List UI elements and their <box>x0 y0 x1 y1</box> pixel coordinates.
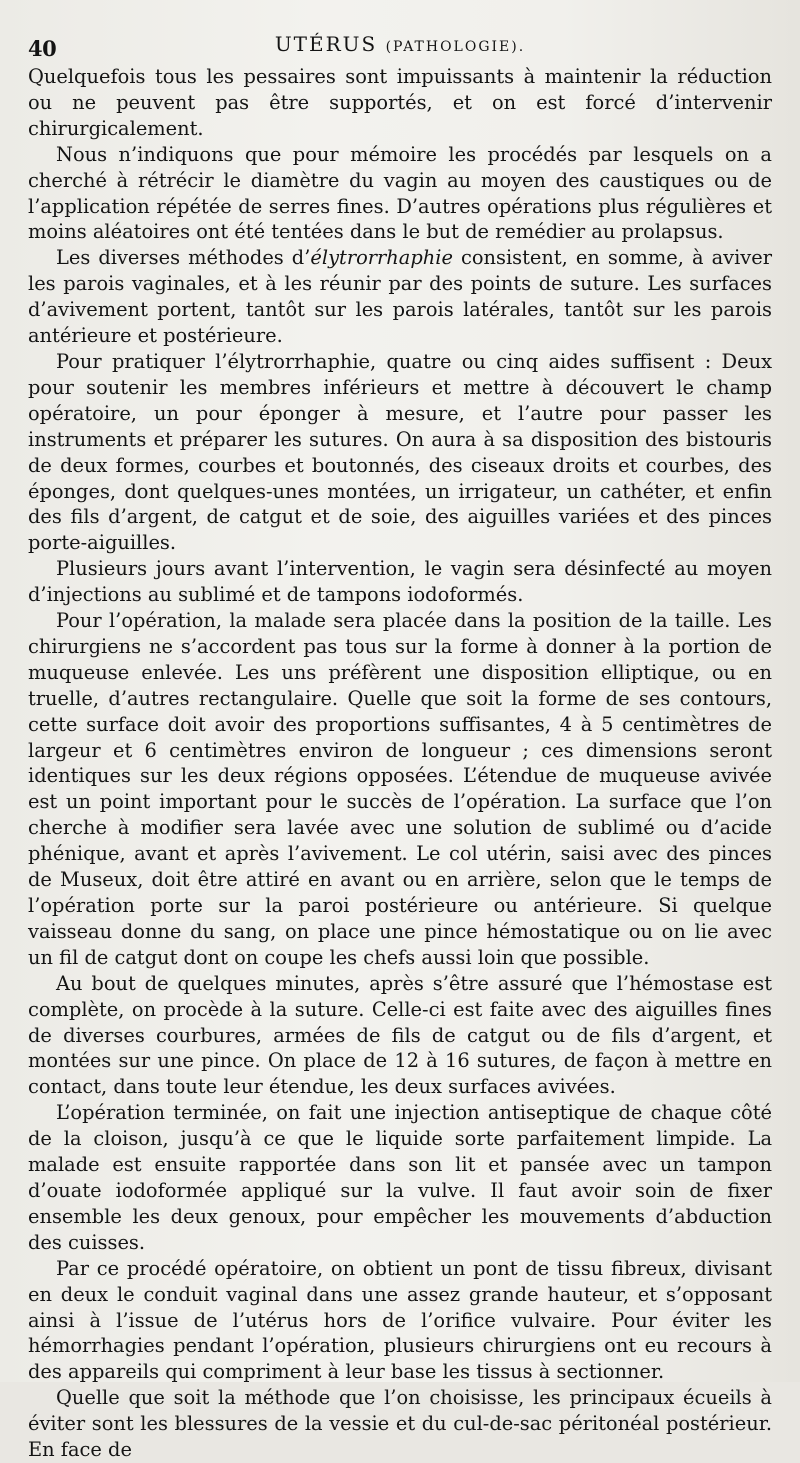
paragraph: Au bout de quelques minutes, après s’être assuré que l’hémostase est complète, on procède à la suture. Celle-ci est faite avec des aiguilles fines de diverses courbures, armées de fils de catgut ou de fils d’argent, et montées sur une pince. On place de 12 à 16 sutures, de façon à mettre en contact, dans toute leur étendue, les deux surfaces avivées. <box>28 971 772 1099</box>
body-text <box>28 64 772 1463</box>
paragraph: L’opération terminée, on fait une injection antiseptique de chaque côté de la cloison, jusqu’à ce que le liquide sorte parfaitement limpide. La malade est ensuite rapportée dans son lit et pansée avec un tampon d’ouate iodoformée appliqué sur la vulve. Il faut avoir soin de fixer ensemble les deux genoux, pour empêcher les mouvements d’abduction des cuisses. <box>28 1101 772 1254</box>
italic-term: élytrorrhaphie <box>310 246 453 270</box>
paragraph: Pour l’opération, la malade sera placée dans la position de la taille. Les chirurgiens ne s’accordent pas tous sur la forme à donner à la portion de muqueuse enlevée. Les uns préfèrent une disposition elliptique, ou en truelle, d’autres rectangulaire. Quelle que soit la forme de ses contours, cette surface doit avoir des proportions suffisantes, 4 à 5 centimètres de largeur et 6 centimètres environ de longueur ; ces dimensions seront identiques sur les deux régions opposées. L’étendue de muqueuse avivée est un point important pour le succès de l’opération. La surface que l’on cherche à modifier sera lavée avec une solution de sublimé ou d’acide phénique, avant et après l’avivement. Le col utérin, saisi avec des pinces de Museux, doit être attiré en avant ou en arrière, selon que le temps de l’opération porte sur la paroi postérieure ou antérieure. Si quelque vaisseau donne du sang, on place une pince hémostatique ou on lie avec un fil de catgut dont on coupe les chefs aussi loin que possible. <box>28 609 772 969</box>
paragraph: Quelquefois tous les pessaires sont impuissants à maintenir la réduction ou ne peuvent pas être supportés, et on est forcé d’intervenir chirurgicalement. <box>28 65 772 140</box>
paragraph: Nous n’indiquons que pour mémoire les procédés par lesquels on a cherché à rétrécir le diamètre du vagin au moyen des caustiques ou de l’application répétée de serres fines. D’autres opérations plus régulières et moins aléatoires ont été tentées dans le but de remédier au prolapsus. <box>28 142 772 244</box>
paragraph <box>28 245 772 349</box>
paragraph: Par ce procédé opératoire, on obtient un pont de tissu fibreux, divisant en deux le conduit vaginal dans une assez grande hauteur, et s’opposant ainsi à l’issue de l’utérus hors de l’orifice vulvaire. Pour éviter les hémorrhagies pendant l’opération, plusieurs chirurgiens ont eu recours à des appareils qui compriment à leur base les tissus à sectionner. <box>28 1256 772 1384</box>
running-head-subtitle: (PATHOLOGIE). <box>385 39 526 55</box>
paragraph-text: consistent, en somme, à aviver les parois vaginales, et à les réunir par des points de suture. Les surfaces d’avivement portent, tantôt sur les parois latérales, tantôt sur les parois antérieure et postérieure. <box>28 246 773 348</box>
paragraph: Quelle que soit la méthode que l’on choisisse, les principaux écueils à éviter sont les blessures de la vessie et du cul-de-sac péritonéal postérieur. En face de <box>28 1386 772 1462</box>
page-header <box>28 22 772 60</box>
paragraph: Plusieurs jours avant l’intervention, le vagin sera désinfecté au moyen d’injections au sublimé et de tampons iodoformés. <box>28 557 772 607</box>
running-head <box>28 32 772 56</box>
page-number: 40 <box>28 36 57 61</box>
running-head-title: UTÉRUS <box>274 32 378 56</box>
paragraph: Pour pratiquer l’élytrorrhaphie, quatre ou cinq aides suffisent : Deux pour soutenir les membres inférieurs et mettre à découvert le champ opératoire, un pour éponger à mesure, et l’autre pour passer les instruments et préparer les sutures. On aura à sa disposition des bistouris de deux formes, courbes et boutonnés, des ciseaux droits et courbes, des éponges, dont quelques-unes montées, un irrigateur, un cathéter, et enfin des fils d’argent, de catgut et de soie, des aiguilles variées et des pinces porte-aiguilles. <box>28 349 772 555</box>
paragraph-text: Les diverses méthodes d’ <box>56 246 311 270</box>
